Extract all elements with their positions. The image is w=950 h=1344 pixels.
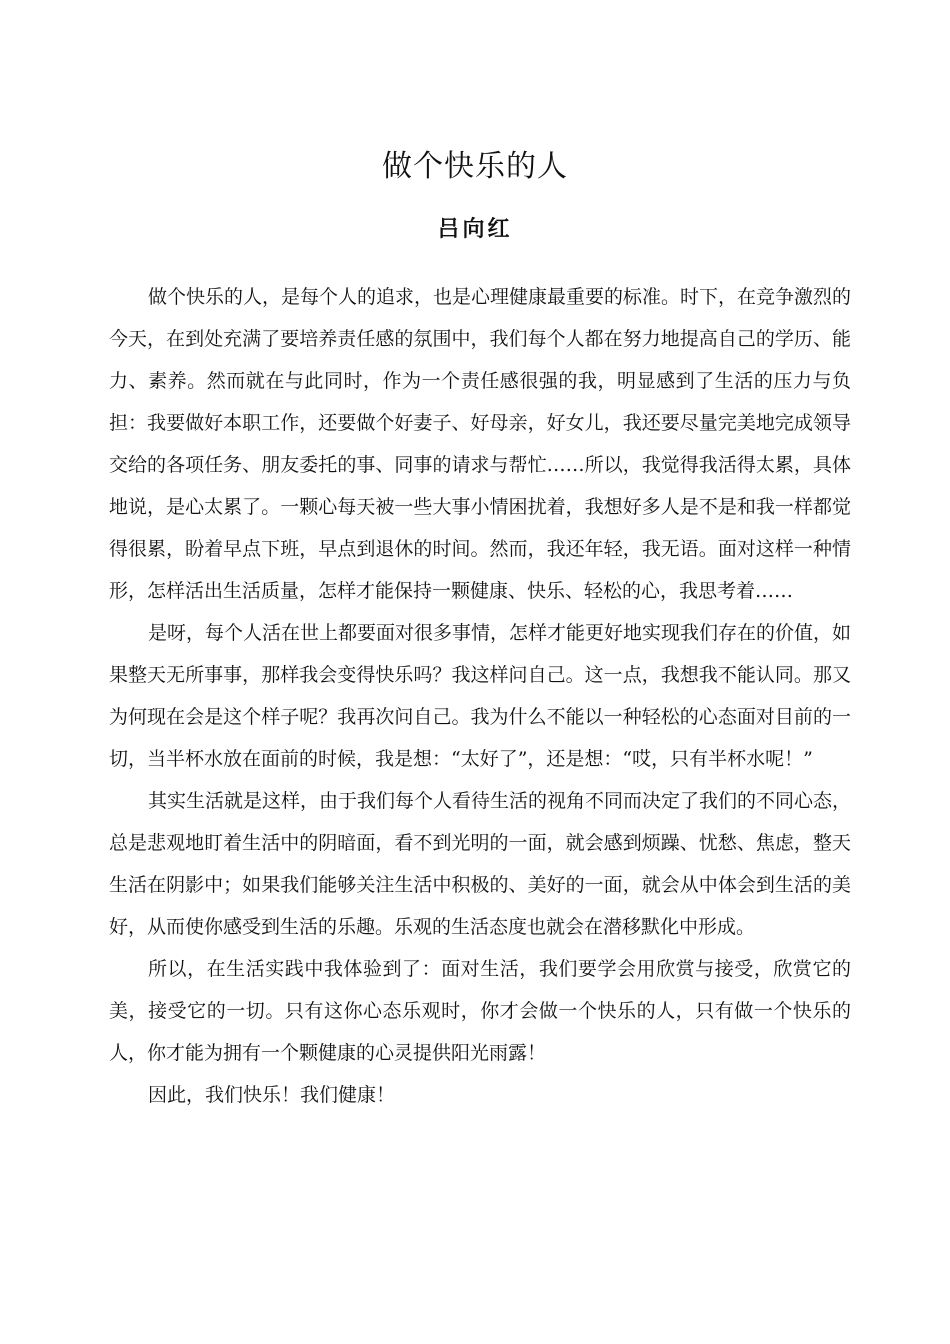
paragraph-5: 因此，我们快乐！我们健康！ bbox=[148, 1084, 396, 1106]
paragraph-3: 其实生活就是这样，由于我们每个人看待生活的视角不同而决定了我们的不同心态，总是悲观地盯着生活中的阴暗面，看不到光明的一面，就会感到烦躁、忧愁、焦虑，整天生活在阴影中；如果我们能够关注生活中积极的、美好的一面，就会从中体会到生活的美好，从而使你感受到生活的乐趣。乐观的生活态度也就会在潜移默化中形成。 bbox=[109, 790, 852, 938]
paragraph-1: 做个快乐的人，是每个人的追求，也是心理健康最重要的标准。时下，在竞争激烈的今天，在到处充满了要培养责任感的氛围中，我们每个人都在努力地提高自己的学历、能力、素养。然而就在与此同时，作为一个责任感很强的我，明显感到了生活的压力与负担：我要做好本职工作，还要做个好妻子、好母亲，好女儿，我还要尽量完美地完成领导交给的各项任务、朋友委托的事、同事的请求与帮忙……所以，我觉得我活得太累，具体地说，是心太累了。一颗心每天被一些大事小情困扰着，我想好多人是不是和我一样都觉得很累，盼着早点下班，早点到退休的时间。然而，我还年轻，我无语。面对这样一种情形，怎样活出生活质量，怎样才能保持一颗健康、快乐、轻松的心，我思考着…… bbox=[109, 286, 852, 602]
paragraph-4: 所以，在生活实践中我体验到了：面对生活，我们要学会用欣赏与接受，欣赏它的美，接受它的一切。只有这你心态乐观时，你才会做一个快乐的人，只有做一个快乐的人，你才能为拥有一个颗健康的心灵提供阳光雨露！ bbox=[109, 958, 851, 1064]
document-title: 做个快乐的人 bbox=[382, 149, 568, 184]
author-name: 吕向红 bbox=[437, 216, 513, 242]
paragraph-2: 是呀，每个人活在世上都要面对很多事情，怎样才能更好地实现我们存在的价值，如果整天无所事事，那样我会变得快乐吗？我这样问自己。这一点，我想我不能认同。那又为何现在会是这个样子呢？我再次问自己。我为什么不能以一种轻松的心态面对目前的一切，当半杯水放在面前的时候，我是想：“太好了”，还是想：“哎，只有半杯水呢！” bbox=[109, 622, 852, 770]
article-body bbox=[109, 276, 851, 1116]
